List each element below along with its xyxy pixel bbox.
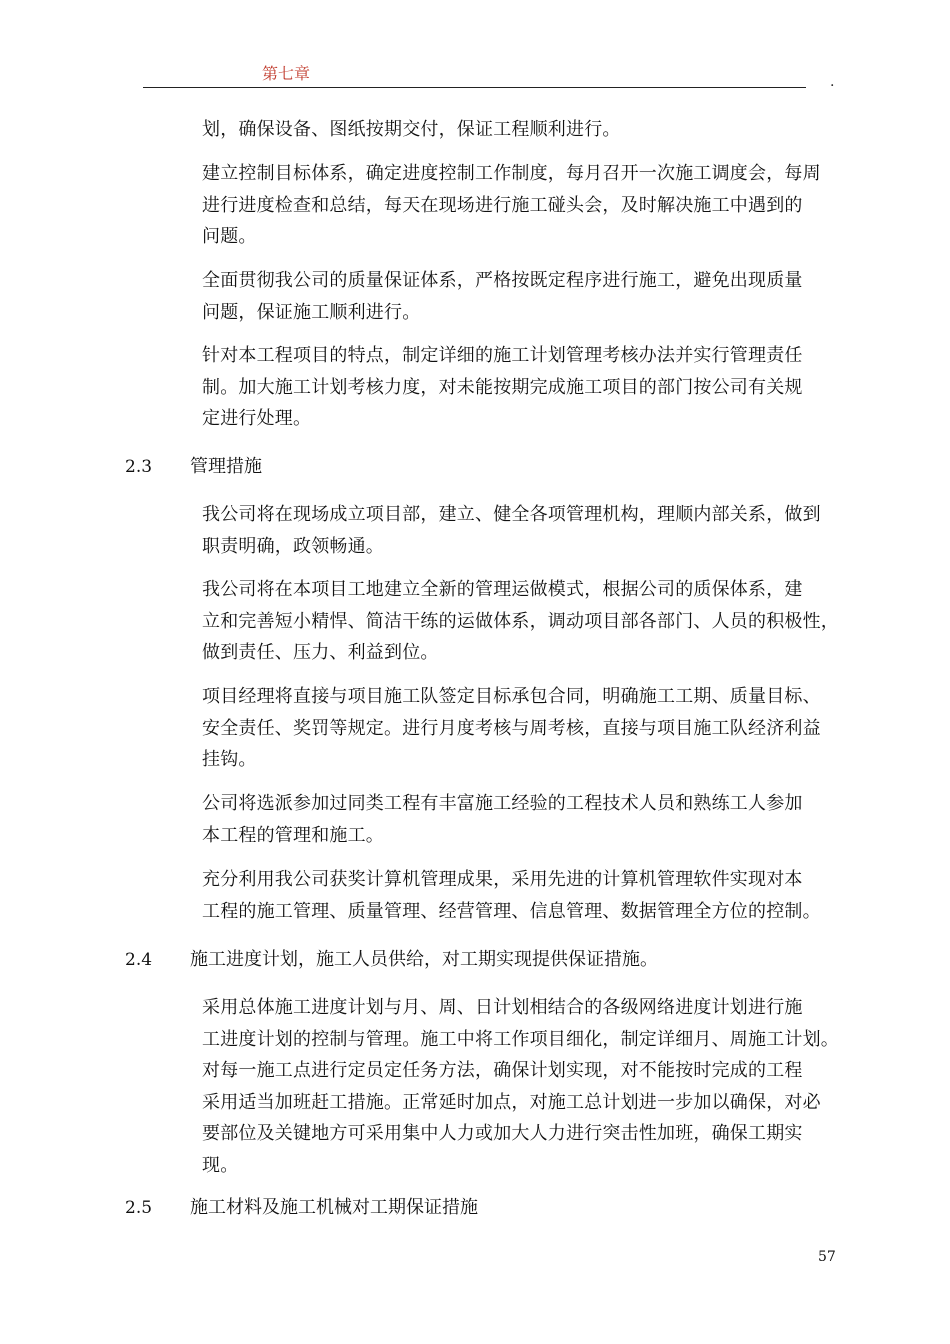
section-title: 施工材料及施工机械对工期保证措施 [190, 1197, 478, 1218]
text-line: 挂钩。 [202, 749, 257, 770]
paragraph [202, 788, 842, 851]
text-line: 定进行处理。 [202, 408, 312, 429]
text-line: 划，确保设备、图纸按期交付，保证工程顺利进行。 [202, 119, 621, 140]
paragraph [202, 158, 842, 253]
paragraph [202, 864, 842, 927]
text-line: 工程的施工管理、质量管理、经营管理、信息管理、数据管理全方位的控制。 [202, 900, 821, 922]
text-line: 进行进度检查和总结，每天在现场进行施工碰头会，及时解决施工中遇到的 [202, 194, 803, 216]
paragraph [202, 340, 842, 435]
paragraph [202, 114, 842, 146]
page-number: 57 [818, 1249, 836, 1265]
paragraph [202, 992, 842, 1181]
text-line: 现。 [202, 1154, 239, 1176]
paragraph [202, 499, 842, 562]
text-line: 我公司将在本项目工地建立全新的管理运做模式，根据公司的质保体系，建 [202, 579, 803, 600]
text-line: 问题。 [202, 226, 257, 247]
text-line: 制。加大施工计划考核力度，对未能按期完成施工项目的部门按公司有关规 [202, 376, 803, 398]
section-title: 施工进度计划，施工人员供给，对工期实现提供保证措施。 [190, 949, 658, 970]
paragraph [202, 681, 842, 776]
text-line: 做到责任、压力、利益到位。 [202, 642, 439, 663]
text-line: 采用总体施工进度计划与月、周、日计划相结合的各级网络进度计划进行施 [202, 997, 803, 1018]
section-number: 2.4 [125, 950, 153, 970]
chapter-header: 第七章 [262, 64, 311, 83]
text-line: 项目经理将直接与项目施工队签定目标承包合同，明确施工工期、质量目标、 [202, 686, 821, 707]
header-divider [143, 87, 806, 88]
text-line: 充分利用我公司获奖计算机管理成果，采用先进的计算机管理软件实现对本 [202, 869, 803, 890]
text-line: 针对本工程项目的特点，制定详细的施工计划管理考核办法并实行管理责任 [202, 345, 803, 366]
section-title: 管理措施 [190, 456, 262, 477]
text-line: 全面贯彻我公司的质量保证体系，严格按既定程序进行施工，避免出现质量 [202, 270, 803, 291]
text-line: 对每一施工点进行定员定任务方法，确保计划实现，对不能按时完成的工程 [202, 1060, 803, 1081]
text-line: 工进度计划的控制与管理。施工中将工作项目细化，制定详细月、周施工计划。 [202, 1028, 839, 1050]
text-line: 立和完善短小精悍、简洁干练的运做体系，调动项目部各部门、人员的积极性， [202, 610, 839, 632]
section-number: 2.5 [125, 1198, 153, 1218]
text-line: 公司将选派参加过同类工程有丰富施工经验的工程技术人员和熟练工人参加 [202, 793, 803, 814]
text-line: 建立控制目标体系，确定进度控制工作制度，每月召开一次施工调度会，每周 [202, 163, 821, 184]
text-line: 本工程的管理和施工。 [202, 824, 384, 846]
paragraph [202, 265, 842, 328]
section-number: 2.3 [125, 457, 153, 477]
header-dot: . [830, 74, 835, 90]
text-line: 采用适当加班赶工措施。正常延时加点，对施工总计划进一步加以确保，对必 [202, 1091, 821, 1113]
text-line: 我公司将在现场成立项目部，建立、健全各项管理机构，理顺内部关系，做到 [202, 504, 821, 525]
text-line: 要部位及关键地方可采用集中人力或加大人力进行突击性加班，确保工期实 [202, 1123, 803, 1144]
text-line: 问题，保证施工顺利进行。 [202, 301, 421, 323]
text-line: 职责明确，政领畅通。 [202, 535, 384, 557]
paragraph [202, 574, 842, 669]
text-line: 安全责任、奖罚等规定。进行月度考核与周考核，直接与项目施工队经济利益 [202, 717, 821, 739]
